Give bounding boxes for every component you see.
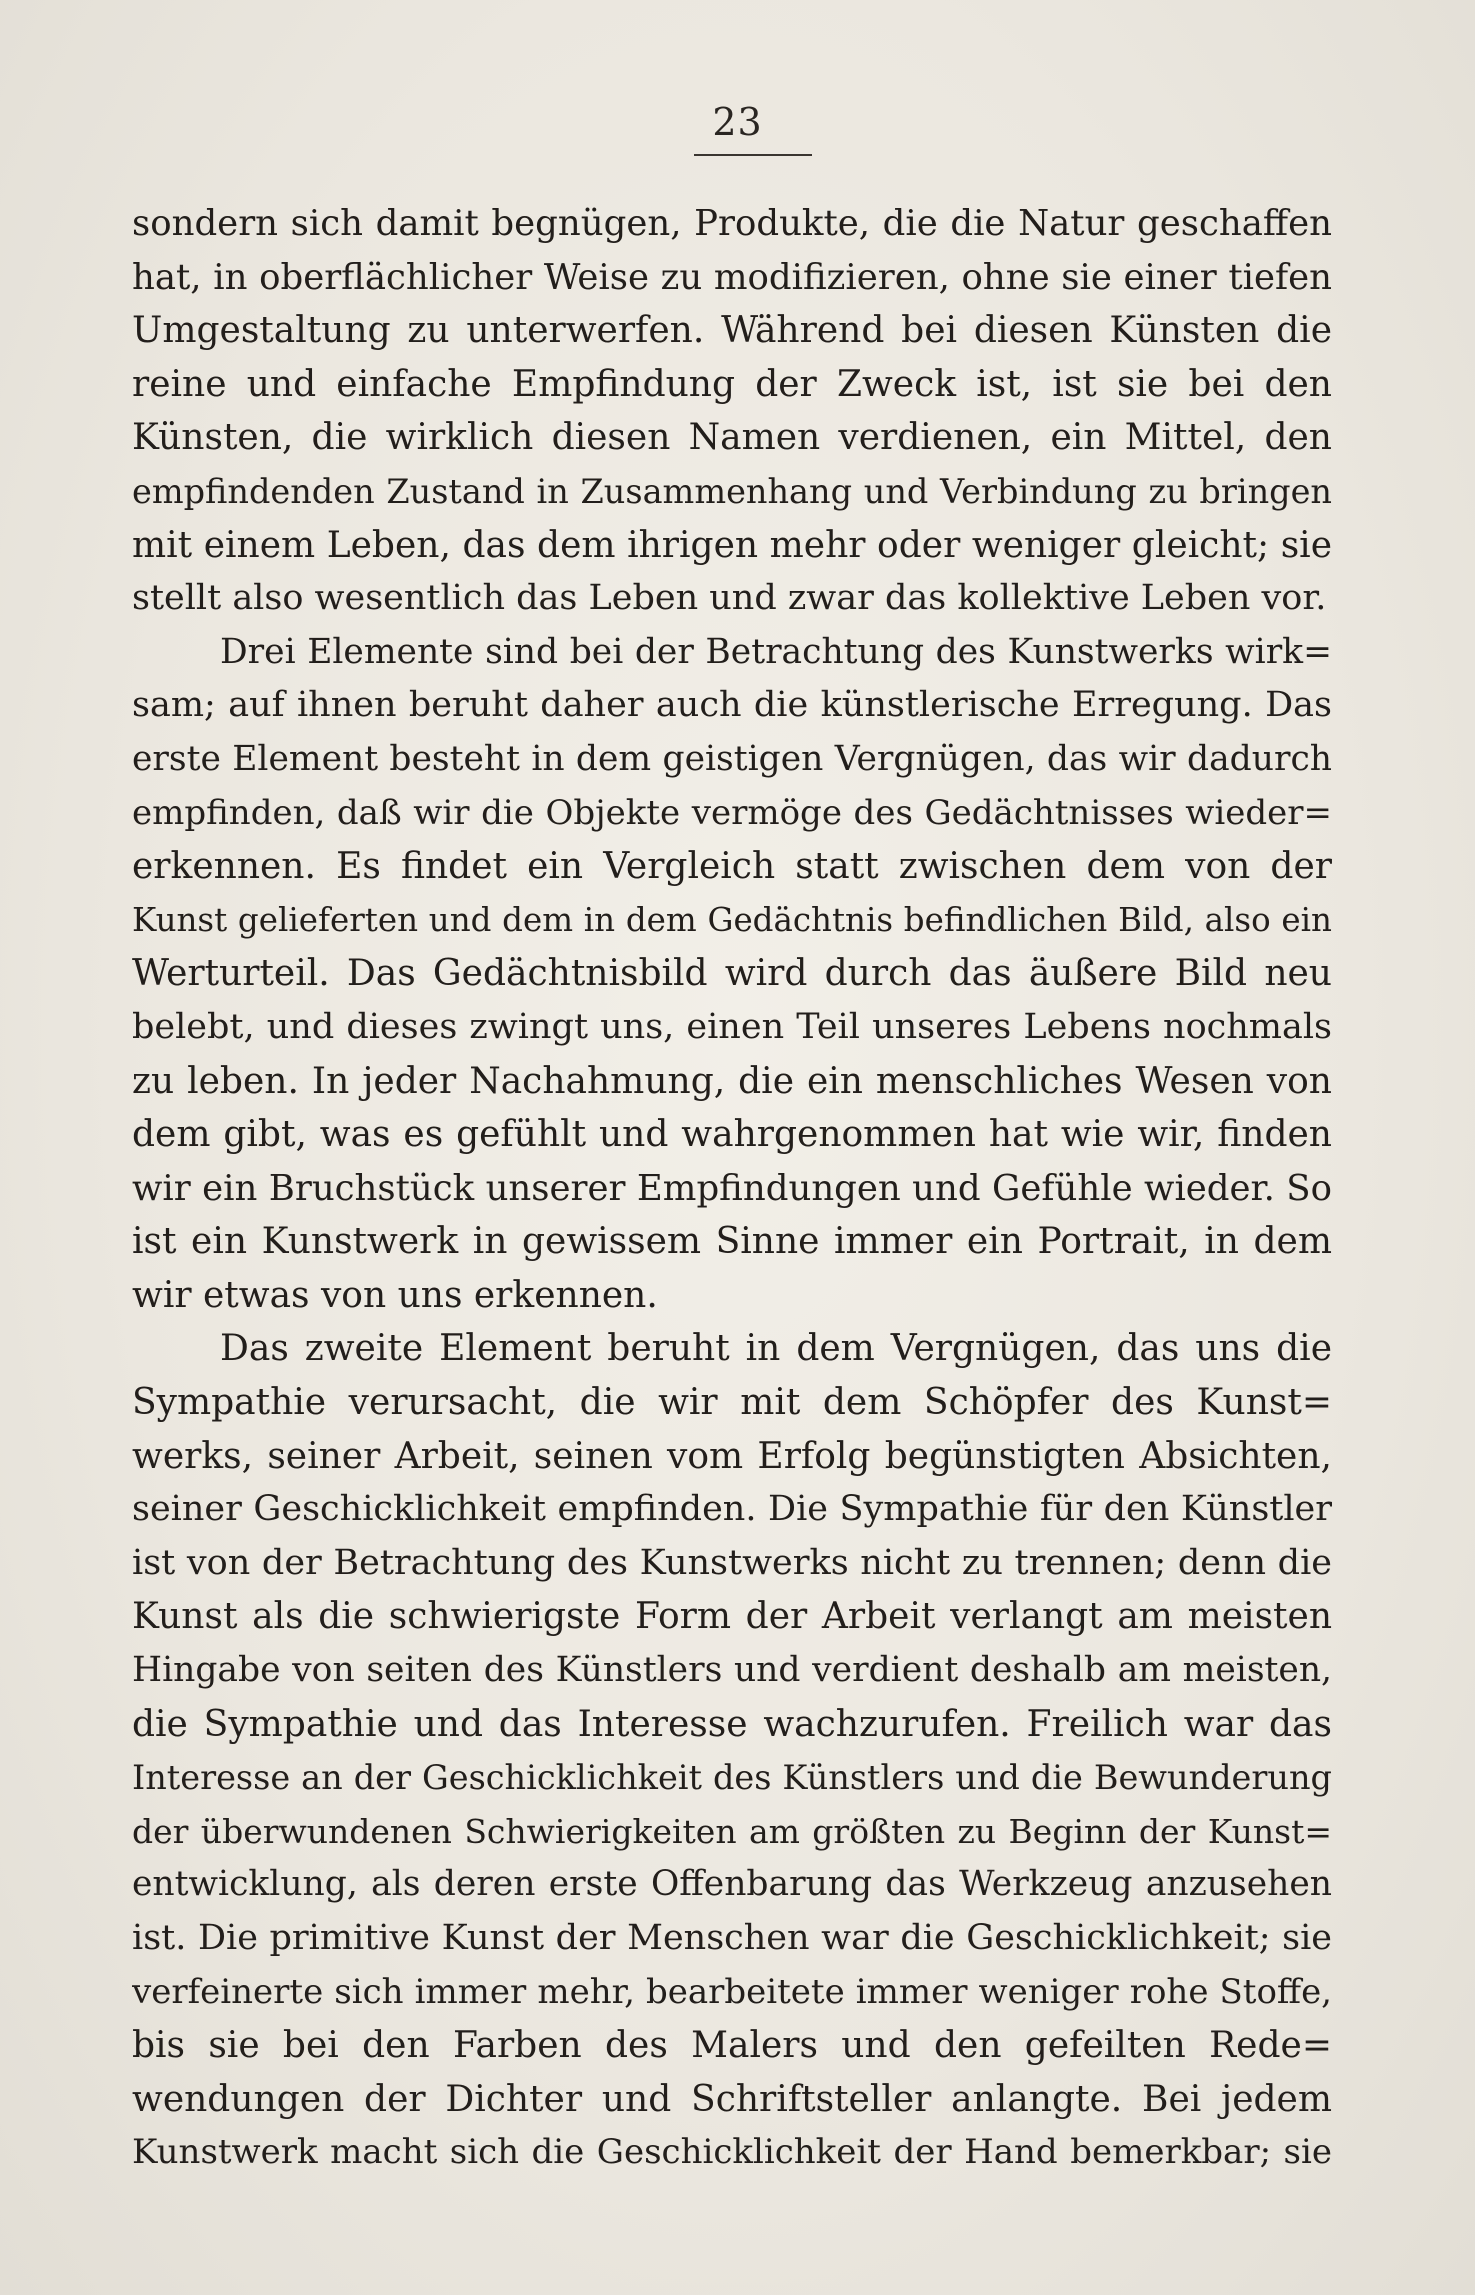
text-line: mit einem Leben, das dem ihrigen mehr oder weniger gleicht; sie — [132, 524, 1332, 566]
text-line: belebt, und dieses zwingt uns, einen Teil unseres Lebens nochmals — [132, 1006, 1332, 1047]
text-line: empfindenden Zustand in Zusammenhang und Verbindung zu bringen — [132, 471, 1332, 511]
text-line: Kunstwerk macht sich die Geschicklichkeit der Hand bemerkbar; sie — [132, 2132, 1332, 2173]
text-line: Kunst gelieferten und dem in dem Gedächtnis befindlichen Bild, also ein — [132, 900, 1332, 939]
text-line: wir etwas von uns erkennen. — [132, 1274, 658, 1316]
text-line: ist von der Betrachtung des Kunstwerks nicht zu trennen; denn die — [132, 1542, 1332, 1583]
text-line: Drei Elemente sind bei der Betrachtung des Kunstwerks wirk= — [220, 631, 1332, 672]
text-line: die Sympathie und das Interesse wachzurufen. Freilich war das — [132, 1703, 1332, 1745]
text-line: dem gibt, was es gefühlt und wahrgenommen hat wie wir, finden — [132, 1114, 1332, 1156]
text-line: sam; auf ihnen beruht daher auch die künstlerische Erregung. Das — [132, 685, 1332, 726]
text-line: der überwundenen Schwierigkeiten am größten zu Beginn der Kunst= — [132, 1811, 1332, 1851]
text-line: werks, seiner Arbeit, seinen vom Erfolg begünstigten Absichten, — [132, 1435, 1332, 1477]
text-line: Werturteil. Das Gedächtnisbild wird durch das äußere Bild neu — [132, 953, 1332, 995]
text-line: stellt also wesentlich das Leben und zwar das kollektive Leben vor. — [132, 578, 1327, 619]
text-line: ist. Die primitive Kunst der Menschen war die Geschicklichkeit; sie — [132, 1918, 1332, 1958]
text-line: verfeinerte sich immer mehr, bearbeitete immer weniger rohe Stoffe, — [132, 1971, 1332, 2012]
text-line: ist ein Kunstwerk in gewissem Sinne immer ein Portrait, in dem — [132, 1221, 1332, 1263]
text-line: empfinden, daß wir die Objekte vermöge des Gedächtnisses wieder= — [132, 792, 1332, 833]
text-line: seiner Geschicklichkeit empfinden. Die Sympathie für den Künstler — [132, 1489, 1332, 1530]
text-line: zu leben. In jeder Nachahmung, die ein menschliches Wesen von — [132, 1060, 1332, 1102]
page-number: 23 — [712, 100, 763, 144]
text-line: erste Element besteht in dem geistigen Vergnügen, das wir dadurch — [132, 738, 1332, 779]
text-line: reine und einfache Empfindung der Zweck ist, ist sie bei den — [132, 363, 1332, 405]
text-line: sondern sich damit begnügen, Produkte, die die Natur geschaffen — [132, 203, 1332, 244]
header-rule — [694, 154, 812, 156]
text-line: wendungen der Dichter und Schriftsteller anlangte. Bei jedem — [132, 2078, 1332, 2120]
text-line: entwicklung, als deren erste Offenbarung das Werkzeug anzusehen — [132, 1864, 1332, 1905]
text-line: erkennen. Es findet ein Vergleich statt zwischen dem von der — [132, 846, 1332, 888]
text-line: Interesse an der Geschicklichkeit des Künstlers und die Bewunderung — [132, 1758, 1332, 1798]
text-line: Künsten, die wirklich diesen Namen verdienen, ein Mittel, den — [132, 417, 1332, 459]
text-line: Hingabe von seiten des Künstlers und verdient deshalb am meisten, — [132, 1650, 1332, 1691]
text-line: hat, in oberflächlicher Weise zu modifizieren, ohne sie einer tiefen — [132, 256, 1332, 298]
text-line: bis sie bei den Farben des Malers und den gefeilten Rede= — [132, 2025, 1332, 2067]
text-line: Das zweite Element beruht in dem Vergnügen, das uns die — [220, 1328, 1332, 1370]
text-line: wir ein Bruchstück unserer Empfindungen und Gefühle wieder. So — [132, 1167, 1332, 1209]
body-text — [132, 197, 1332, 2180]
text-line: Umgestaltung zu unterwerfen. Während bei diesen Künsten die — [132, 310, 1332, 352]
text-line: Kunst als die schwierigste Form der Arbeit verlangt am meisten — [132, 1596, 1332, 1638]
text-line: Sympathie verursacht, die wir mit dem Schöpfer des Kunst= — [132, 1382, 1332, 1424]
